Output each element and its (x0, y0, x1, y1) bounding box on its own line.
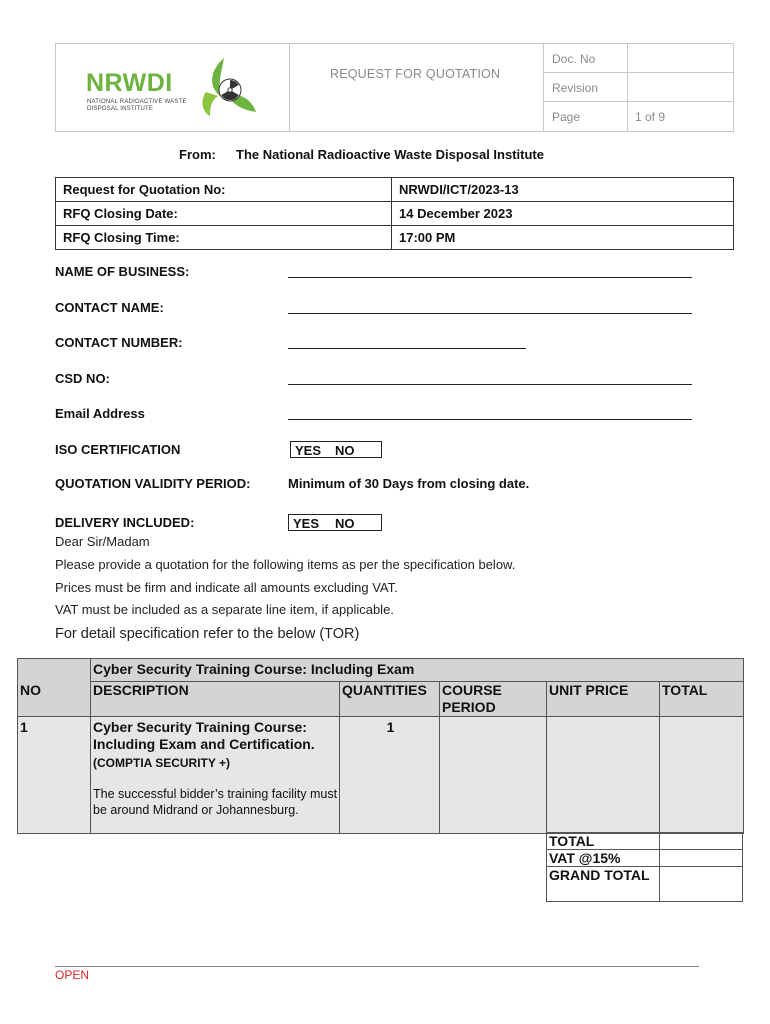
contact-number-label: CONTACT NUMBER: (55, 335, 183, 350)
delivery-label: DELIVERY INCLUDED: (55, 515, 195, 530)
col-header-description: DESCRIPTION (91, 682, 340, 717)
table-row (56, 178, 734, 202)
items-table (17, 658, 744, 834)
instruction-line-3: VAT must be included as a separate line item, if applicable. (55, 602, 394, 617)
table-row (547, 867, 743, 902)
footer-divider (55, 966, 699, 967)
rfq-label: RFQ Closing Date: (56, 202, 392, 226)
meta-label: Revision (544, 73, 628, 102)
instruction-line-2: Prices must be firm and indicate all amounts excluding VAT. (55, 580, 398, 595)
iso-certification-label: ISO CERTIFICATION (55, 442, 181, 457)
contact-name-field[interactable] (288, 313, 692, 314)
item-course-period[interactable] (440, 717, 547, 834)
meta-value: 1 of 9 (635, 110, 666, 124)
total-label: TOTAL (547, 833, 660, 850)
caption-spacer (18, 659, 91, 682)
table-row (547, 833, 743, 850)
logo-cell (56, 44, 290, 131)
logo-subtitle (87, 99, 187, 113)
table-header-row (18, 682, 744, 717)
grand-total-value[interactable] (660, 867, 743, 902)
item-number: 1 (18, 717, 91, 834)
table-row (547, 850, 743, 867)
meta-label: Page (544, 102, 628, 131)
grand-total-label: GRAND TOTAL (547, 867, 660, 902)
document-header (55, 43, 734, 132)
col-header-no: NO (18, 682, 91, 717)
document-title-cell (290, 44, 544, 131)
from-label: From: (179, 147, 216, 162)
rfq-label: RFQ Closing Time: (56, 226, 392, 250)
vat-value[interactable] (660, 850, 743, 867)
email-field[interactable] (288, 419, 692, 420)
contact-number-field[interactable] (288, 348, 526, 349)
item-note: The successful bidder’s training facility must be around Midrand or Johannesburg. (93, 787, 338, 817)
business-name-field[interactable] (288, 277, 692, 278)
logo-subtitle-line-1: NATIONAL RADIOACTIVE WASTE (87, 99, 187, 105)
meta-row-page (544, 102, 733, 131)
radiation-leaf-logo-icon (196, 56, 256, 118)
business-name-label: NAME OF BUSINESS: (55, 264, 190, 279)
total-value[interactable] (660, 833, 743, 850)
item-title: Cyber Security Training Course: Including Exam and Certification. (93, 719, 315, 752)
col-header-unit-price: UNIT PRICE (547, 682, 660, 717)
item-unit-price[interactable] (547, 717, 660, 834)
delivery-choice[interactable] (288, 514, 382, 531)
logo-subtitle-line-2: DISPOSAL INSTITUTE (87, 106, 154, 112)
item-quantity: 1 (340, 717, 440, 834)
iso-certification-choice[interactable] (290, 441, 382, 458)
no-option[interactable]: NO (335, 443, 355, 458)
meta-value (628, 44, 733, 73)
yes-option[interactable]: YES (293, 516, 320, 531)
table-caption-row (18, 659, 744, 682)
meta-row-revision (544, 73, 733, 102)
rfq-details-table (55, 177, 734, 250)
validity-value: Minimum of 30 Days from closing date. (288, 476, 530, 491)
meta-row-doc-no (544, 44, 733, 73)
rfq-value: NRWDI/ICT/2023-13 (392, 178, 734, 202)
meta-value (628, 73, 733, 102)
table-row (56, 226, 734, 250)
table-row (18, 717, 744, 834)
col-header-total: TOTAL (660, 682, 744, 717)
rfq-label: Request for Quotation No: (56, 178, 392, 202)
yes-option[interactable]: YES (295, 443, 322, 458)
no-option[interactable]: NO (335, 516, 355, 531)
classification-label: OPEN (55, 968, 90, 982)
col-header-quantities: QUANTITIES (340, 682, 440, 717)
salutation: Dear Sir/Madam (55, 534, 150, 549)
rfq-value: 14 December 2023 (392, 202, 734, 226)
tor-reference: For detail specification refer to the below (TOR) (55, 626, 360, 642)
contact-name-label: CONTACT NAME: (55, 300, 164, 315)
table-caption: Cyber Security Training Course: Including Exam (91, 659, 744, 682)
csd-number-label: CSD NO: (55, 371, 110, 386)
instruction-line-1: Please provide a quotation for the following items as per the specification below. (55, 557, 516, 572)
rfq-value: 17:00 PM (392, 226, 734, 250)
item-subtitle: (COMPTIA SECURITY +) (93, 756, 231, 770)
item-description (91, 717, 340, 834)
validity-label: QUOTATION VALIDITY PERIOD: (55, 476, 251, 491)
totals-table (546, 832, 743, 902)
col-header-course-period: COURSE PERIOD (440, 682, 547, 717)
logo-wordmark: NRWDI (86, 69, 173, 97)
meta-label: Doc. No (544, 44, 628, 73)
csd-number-field[interactable] (288, 384, 692, 385)
vat-label: VAT @15% (547, 850, 660, 867)
item-total[interactable] (660, 717, 744, 834)
email-label: Email Address (55, 406, 145, 421)
table-row (56, 202, 734, 226)
from-value: The National Radioactive Waste Disposal Institute (236, 147, 544, 162)
document-title: REQUEST FOR QUOTATION (330, 67, 501, 81)
